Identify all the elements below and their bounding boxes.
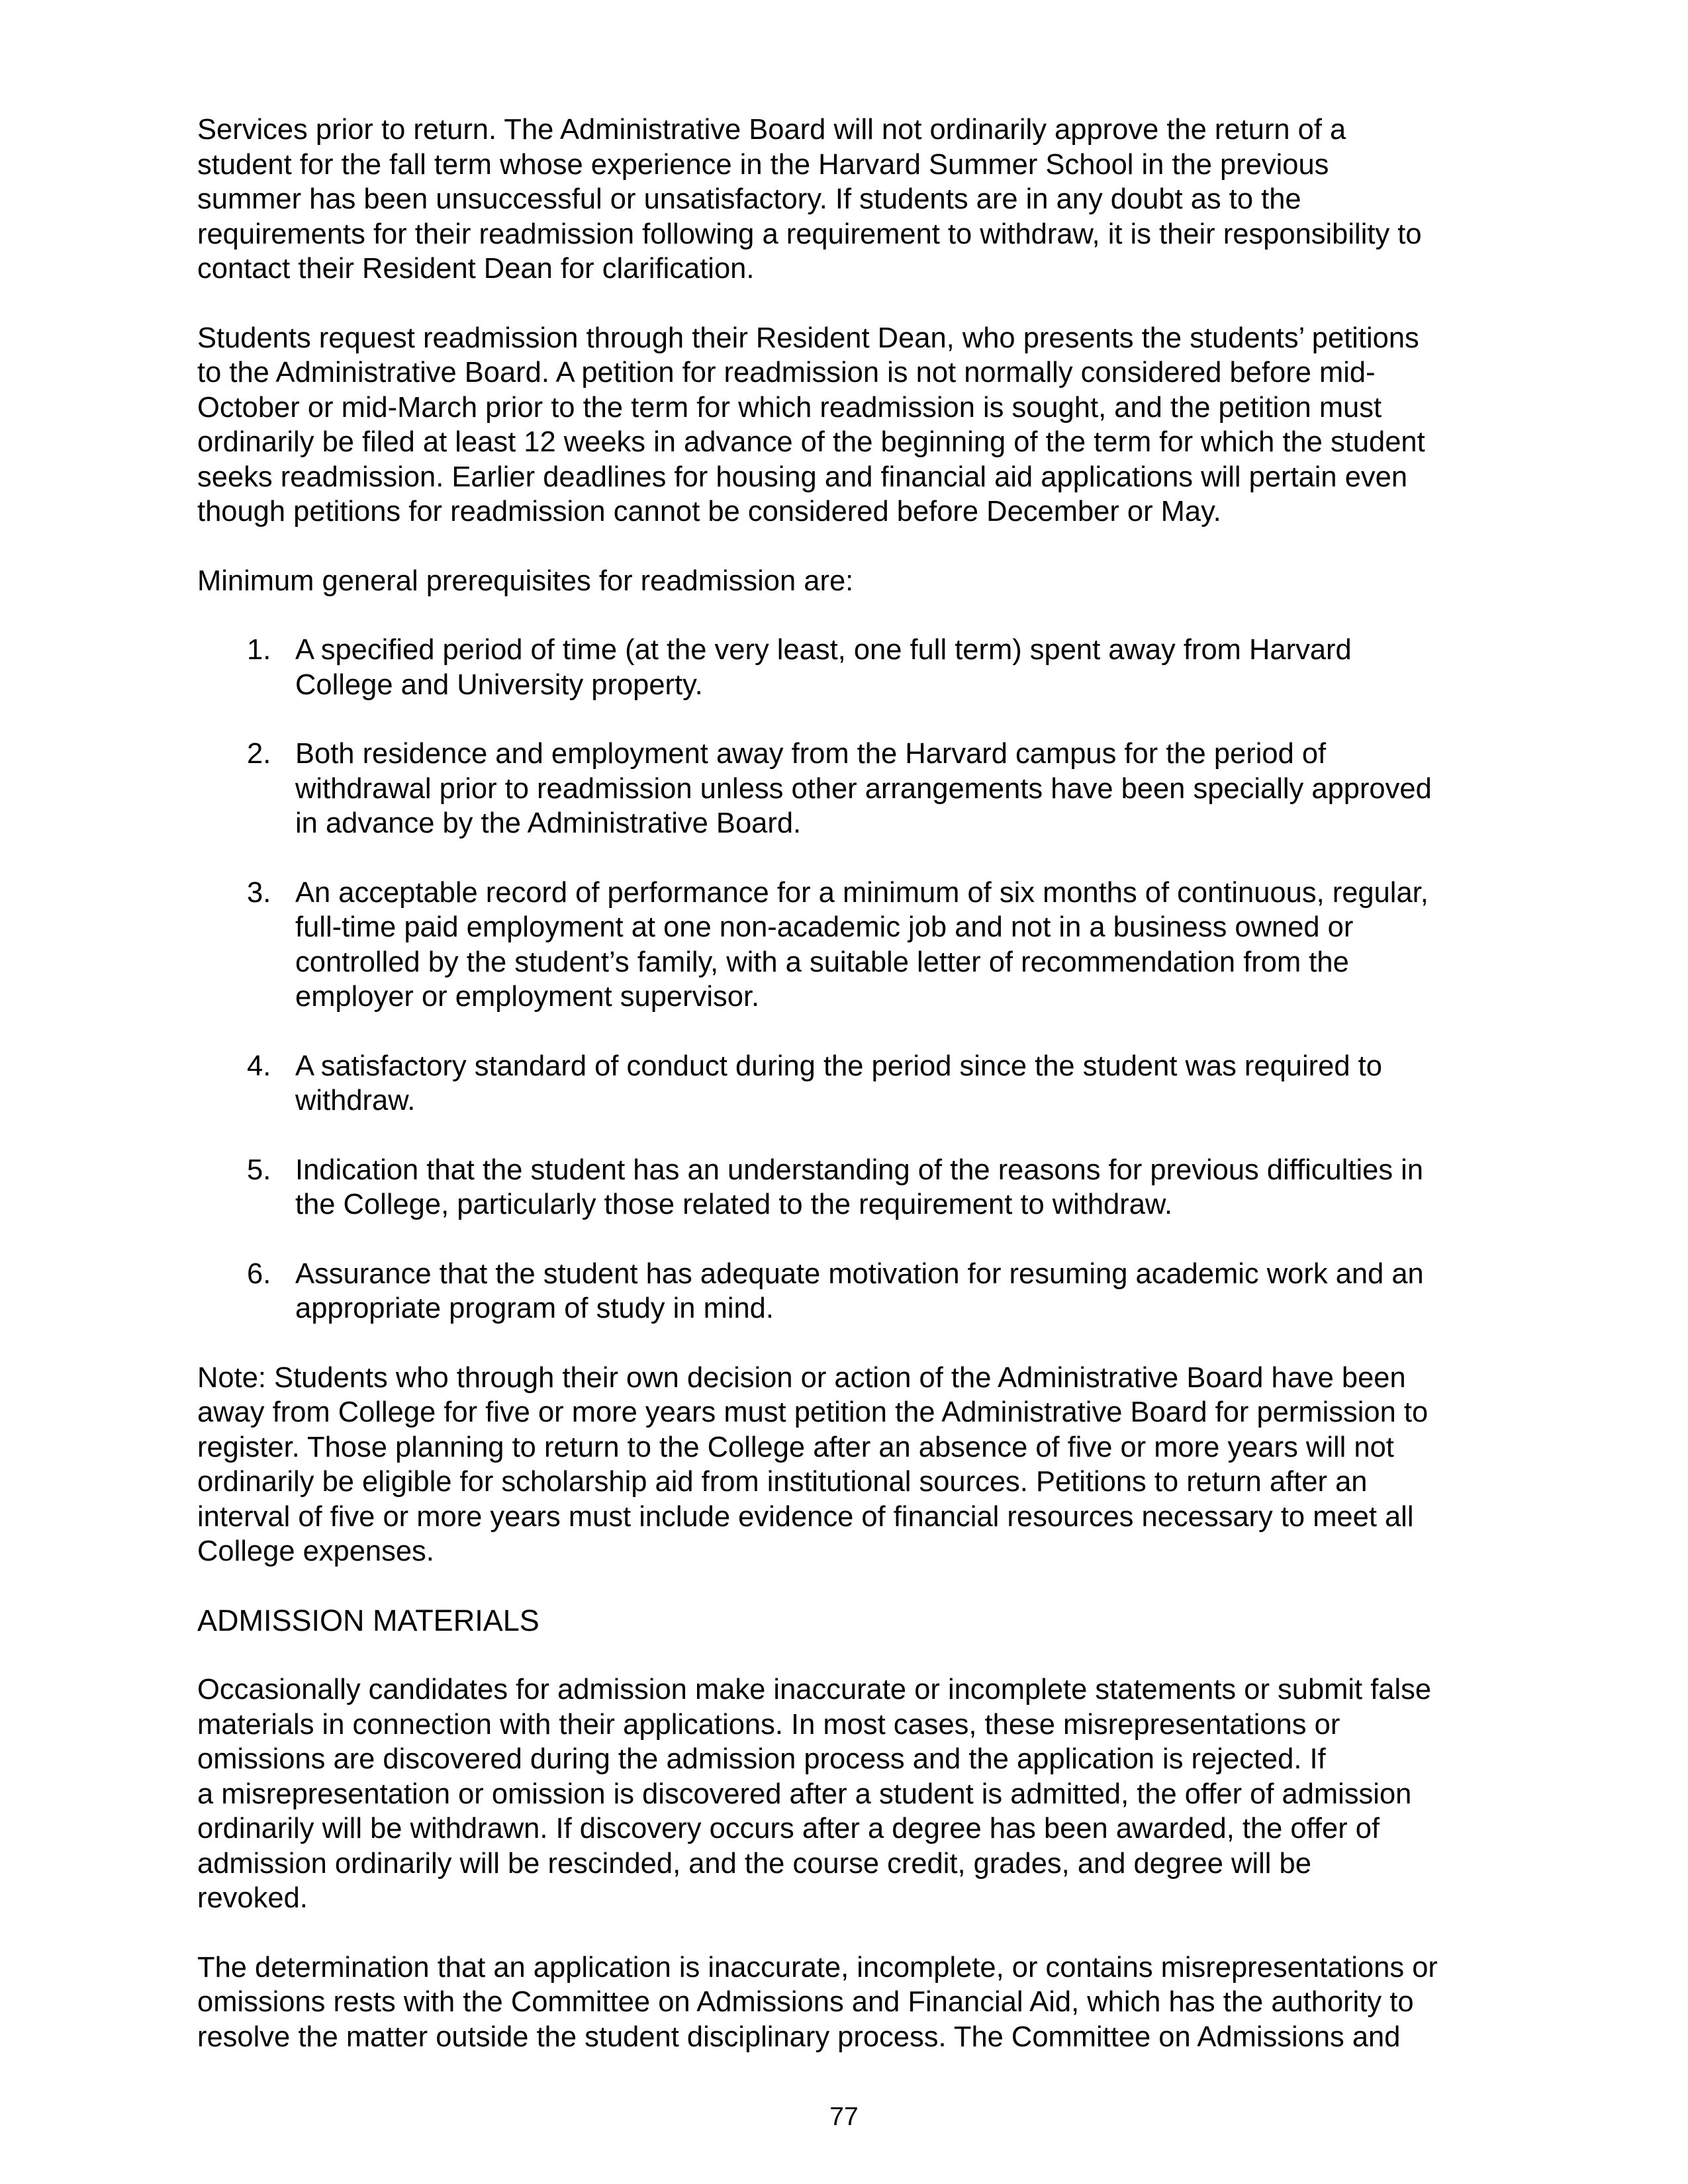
text-line: omissions rests with the Committee on Admissions and Financial Aid, which has the authority to [197, 1986, 1414, 2018]
prerequisites-list [197, 633, 1515, 1326]
list-number: 1. [247, 634, 271, 666]
text-line: Indication that the student has an understanding of the reasons for previous difficulties in [295, 1154, 1424, 1186]
text-line: College expenses. [197, 1535, 434, 1567]
text-line: requirements for their readmission following a requirement to withdraw, it is their responsibility to [197, 218, 1422, 250]
list-item [197, 1153, 1515, 1222]
text-line: a misrepresentation or omission is discovered after a student is admitted, the offer of admission [197, 1778, 1412, 1810]
text-line: materials in connection with their applications. In most cases, these misrepresentations or [197, 1708, 1340, 1741]
text-line: in advance by the Administrative Board. [295, 807, 802, 839]
list-number: 3. [247, 876, 271, 909]
text-line: withdraw. [295, 1085, 416, 1116]
text-line: register. Those planning to return to the College after an absence of five or more years will not [197, 1431, 1394, 1463]
page-number: 77 [829, 2103, 859, 2131]
text-line: Assurance that the student has adequate motivation for resuming academic work and an [295, 1257, 1424, 1290]
list-number: 4. [247, 1050, 271, 1082]
text-line: admission ordinarily will be rescinded, and the course credit, grades, and degree will be [197, 1847, 1311, 1880]
list-item [197, 1049, 1515, 1118]
text-line: full-time paid employment at one non-academic job and not in a business owned or [295, 911, 1354, 943]
list-item [197, 633, 1515, 702]
text-line: An acceptable record of performance for a minimum of six months of continuous, regular, [295, 876, 1429, 909]
list-number: 6. [247, 1257, 271, 1290]
text-line: employer or employment supervisor. [295, 981, 760, 1013]
text-line: revoked. [197, 1882, 308, 1914]
text-line: seeks readmission. Earlier deadlines for housing and financial aid applications will pertain even [197, 461, 1408, 493]
list-item [197, 1257, 1515, 1326]
paragraph-readmission-request [197, 321, 1515, 529]
list-number: 5. [247, 1154, 271, 1186]
text-line: The determination that an application is inaccurate, incomplete, or contains misrepresentations or [197, 1951, 1438, 1983]
list-item [197, 876, 1515, 1015]
text-line: Students request readmission through their Resident Dean, who presents the students’ petitions [197, 322, 1419, 354]
text-line: ordinarily be eligible for scholarship aid from institutional sources. Petitions to return after an [197, 1466, 1368, 1498]
text-line: ordinarily will be withdrawn. If discovery occurs after a degree has been awarded, the offer of [197, 1813, 1380, 1844]
text-line: the College, particularly those related to the requirement to withdraw. [295, 1189, 1173, 1220]
section-heading: ADMISSION MATERIALS [197, 1603, 539, 1637]
paragraph-admission-determination [197, 1950, 1515, 2055]
text-line: withdrawal prior to readmission unless other arrangements have been specially approved [295, 772, 1432, 805]
text-line: appropriate program of study in mind. [295, 1293, 774, 1324]
text-line: resolve the matter outside the student disciplinary process. The Committee on Admissions and [197, 2021, 1401, 2053]
text-line: Note: Students who through their own decision or action of the Administrative Board have been [197, 1361, 1406, 1394]
list-item [197, 737, 1515, 841]
text-line: Both residence and employment away from the Harvard campus for the period of [295, 738, 1327, 770]
text-line: contact their Resident Dean for clarification. [197, 253, 755, 285]
text-line: Occasionally candidates for admission make inaccurate or incomplete statements or submit false [197, 1674, 1432, 1706]
text-line: ordinarily be filed at least 12 weeks in advance of the beginning of the term for which the student [197, 426, 1425, 458]
text-line: A specified period of time (at the very least, one full term) spent away from Harvard [295, 634, 1352, 666]
text-line: interval of five or more years must include evidence of financial resources necessary to meet all [197, 1500, 1414, 1533]
text-line: summer has been unsuccessful or unsatisfactory. If students are in any doubt as to the [197, 183, 1301, 215]
text-line: Services prior to return. The Administrative Board will not ordinarily approve the return of a [197, 114, 1346, 146]
text-line: A satisfactory standard of conduct during the period since the student was required to [295, 1050, 1382, 1082]
text-line: to the Administrative Board. A petition for readmission is not normally considered before mid- [197, 357, 1376, 388]
document-page [197, 113, 1515, 2089]
text-line: Minimum general prerequisites for readmission are: [197, 565, 854, 597]
text-line: omissions are discovered during the admission process and the application is rejected. If [197, 1743, 1326, 1775]
paragraph-readmission-return [197, 113, 1515, 287]
text-line: away from College for five or more years must petition the Administrative Board for permission to [197, 1396, 1429, 1428]
paragraph-note [197, 1361, 1515, 1569]
text-line: College and University property. [295, 668, 703, 701]
text-line: student for the fall term whose experience in the Harvard Summer School in the previous [197, 148, 1329, 181]
paragraph-prerequisites-intro [197, 564, 1515, 599]
list-number: 2. [247, 738, 271, 770]
paragraph-admission-misrepresentation [197, 1672, 1515, 1916]
text-line: October or mid-March prior to the term for which readmission is sought, and the petition must [197, 391, 1382, 424]
text-line: though petitions for readmission cannot be considered before December or May. [197, 496, 1221, 527]
text-line: controlled by the student’s family, with a suitable letter of recommendation from the [295, 946, 1349, 978]
